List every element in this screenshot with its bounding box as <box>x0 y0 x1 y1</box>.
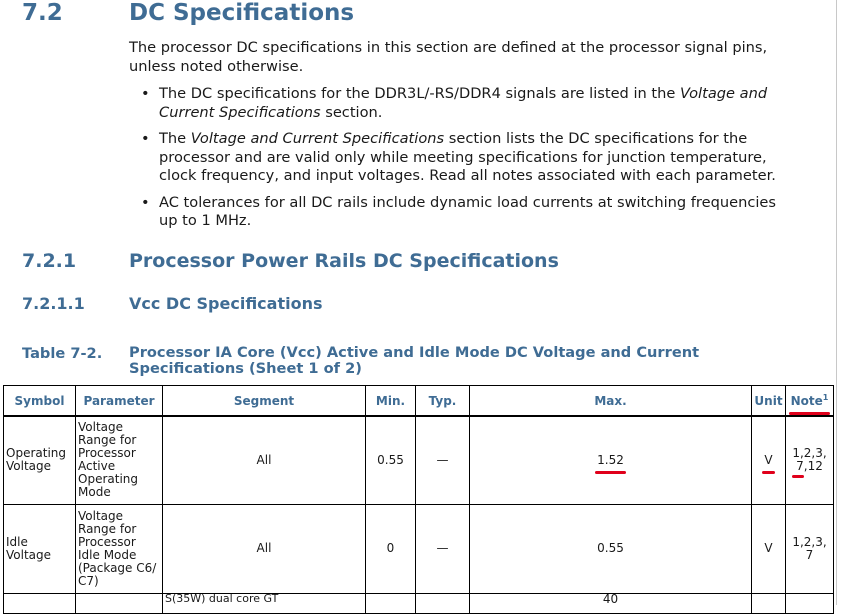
max-value-highlight: 1.52 <box>597 452 624 467</box>
bullet-list <box>141 85 791 239</box>
header-unit: Unit <box>752 386 786 417</box>
intro-paragraph: The processor DC specifications in this section are defined at the processor signal pins, unless noted otherwise. <box>129 39 768 75</box>
header-parameter: Parameter <box>76 386 163 417</box>
cell-symbol <box>4 593 76 613</box>
header-symbol: Symbol <box>4 386 76 417</box>
cell-unit: V <box>752 504 786 593</box>
subsection-title: Processor Power Rails DC Specifications <box>129 250 559 272</box>
cell-min <box>366 593 416 613</box>
unit-highlight: V <box>764 452 773 467</box>
subsection-number: 7.2.1 <box>22 250 77 272</box>
cell-parameter <box>76 593 163 613</box>
cell-min: 0.55 <box>366 416 416 504</box>
header-min: Min. <box>366 386 416 417</box>
cell-max: 0.55 <box>470 504 752 593</box>
cell-parameter: Voltage Range for Processor Active Operating Mode <box>76 416 163 504</box>
table-caption-title: Processor IA Core (Vcc) Active and Idle Mode DC Voltage and Current Specifications (Sheet 1 of 2) <box>129 344 700 377</box>
cell-typ: — <box>416 504 470 593</box>
table-row <box>4 593 834 613</box>
table-row <box>4 504 834 593</box>
cell-parameter: Voltage Range for Processor Idle Mode (Package C6/ C7) <box>76 504 163 593</box>
cell-typ: — <box>416 416 470 504</box>
subsubsection-title: Vcc DC Specifications <box>129 294 323 313</box>
note-highlight-mark <box>792 475 804 478</box>
header-segment: Segment <box>163 386 366 417</box>
note-header-underlined: Note$^1$ <box>790 393 829 408</box>
cell-note: 1,2,3, 7,12 <box>786 416 834 504</box>
cell-note: 1,2,3, 7 <box>786 504 834 593</box>
spec-table <box>3 385 834 614</box>
bullet-item: • AC tolerances for all DC rails include dynamic load currents at switching frequencies up to 1 MHz. <box>141 194 791 231</box>
cell-note <box>786 593 834 613</box>
header-note <box>786 386 834 417</box>
header-typ: Typ. <box>416 386 470 417</box>
cell-max <box>470 416 752 504</box>
cell-unit <box>752 593 786 613</box>
table-row <box>4 416 834 504</box>
header-max: Max. <box>470 386 752 417</box>
cell-segment: All <box>163 504 366 593</box>
cell-typ <box>416 593 470 613</box>
subsubsection-number: 7.2.1.1 <box>22 294 85 313</box>
cell-min: 0 <box>366 504 416 593</box>
bullet-item: • The DC specifications for the DDR3L/-RS/DDR4 signals are listed in the Voltage and Current Specifications section. <box>141 85 791 122</box>
section-title: DC Specifications <box>129 0 355 26</box>
cell-symbol: Operating Voltage <box>4 416 76 504</box>
bullet-item: • The Voltage and Current Specifications section lists the DC specifications for the processor and are valid only while meeting specifications for junction temperature, clock frequency, and input voltages. Read all notes associated with each parameter. <box>141 130 791 186</box>
cell-segment: All <box>163 416 366 504</box>
cell-max: 40 <box>470 593 752 613</box>
table-header-row <box>4 386 834 417</box>
section-number: 7.2 <box>22 0 63 26</box>
page-right-border <box>836 0 837 605</box>
cell-unit <box>752 416 786 504</box>
table-caption-number: Table 7-2. <box>22 345 103 362</box>
cell-segment: S(35W) dual core GT <box>163 593 366 613</box>
cell-symbol: Idle Voltage <box>4 504 76 593</box>
